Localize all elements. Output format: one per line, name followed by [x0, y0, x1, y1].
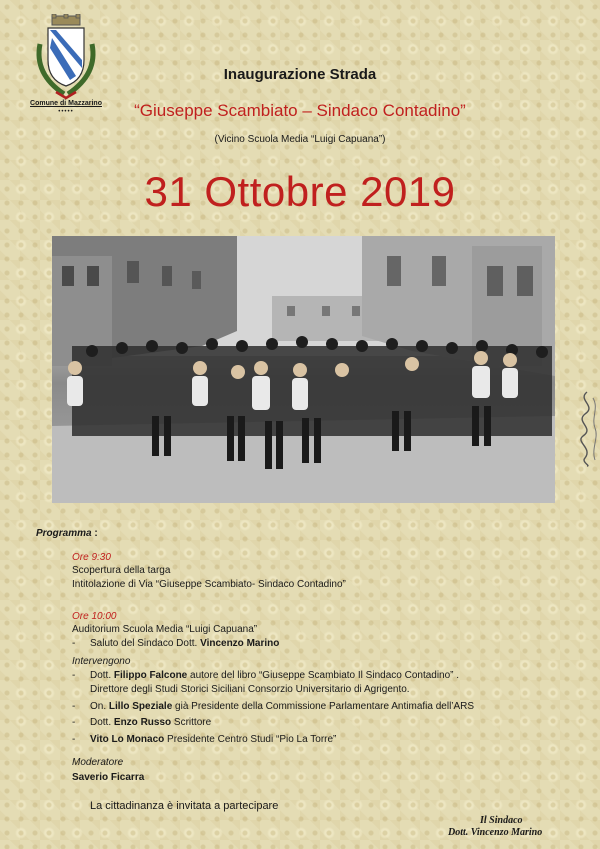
crest-caption: Comune di Mazzarino — [30, 100, 102, 107]
location-note: (Vicino Scuola Media “Luigi Capuana”) — [214, 134, 386, 145]
mayor-greeting — [72, 638, 279, 649]
list-dash: - — [72, 670, 76, 681]
greeting-text: Saluto del Sindaco Dott. — [90, 638, 201, 649]
list-item — [72, 734, 336, 745]
mayor-role: Il Sindaco — [480, 815, 523, 826]
slot1-line2: Intitolazione di Via “Giuseppe Scambiato- Sindaco Contadino” — [72, 579, 346, 590]
speaker-text: già Presidente della Commissione Parlamentare Antimafia dell’ARS — [172, 701, 475, 712]
list-item — [72, 717, 211, 728]
handwritten-signature-icon — [571, 388, 600, 468]
speaker-text: autore del libro “Giuseppe Scambiato Il Sindaco Contadino” . — [187, 670, 460, 681]
mayor-name: Dott. Vincenzo Marino — [448, 827, 543, 838]
speaker-name: Filippo Falcone — [113, 670, 188, 681]
program-heading — [36, 528, 98, 539]
slot2-line1: Auditorium Scuola Media “Luigi Capuana” — [72, 624, 258, 635]
list-dash: - — [72, 638, 76, 649]
speaker-name: Vito Lo Monaco — [90, 734, 165, 745]
greeting-name: Vincenzo Marino — [200, 638, 280, 649]
crest-dots: ••••• — [58, 109, 74, 115]
slot1-line1: Scopertura della targa — [72, 565, 171, 576]
program-heading-colon: : — [94, 528, 98, 539]
street-name: “Giuseppe Scambiato – Sindaco Contadino” — [134, 101, 466, 120]
speaker-name: Enzo Russo — [113, 717, 172, 728]
municipal-coat-of-arms-icon — [30, 14, 102, 114]
speaker-text: Presidente Centro Studi “Pio La Torre” — [164, 734, 337, 745]
speaker-prefix: On. — [90, 701, 109, 712]
list-item — [72, 670, 459, 681]
historic-crowd-photo-icon — [52, 236, 555, 503]
program-heading-label: Programma — [36, 528, 92, 539]
moderator-name: Saverio Ficarra — [72, 772, 145, 783]
slot2-time: Ore 10:00 — [72, 611, 117, 622]
moderator-heading: Moderatore — [72, 757, 124, 768]
list-dash: - — [72, 734, 76, 745]
speakers-heading: Intervengono — [72, 656, 131, 667]
speaker-text: Scrittore — [171, 717, 212, 728]
speaker-prefix: Dott. — [90, 717, 114, 728]
speaker-continuation: Direttore degli Studi Storici Siciliani Consorzio Universitario di Agrigento. — [90, 684, 410, 695]
list-dash: - — [72, 717, 76, 728]
speaker-name: Lillo Speziale — [108, 701, 173, 712]
list-dash: - — [72, 701, 76, 712]
speaker-prefix: Dott. — [90, 670, 114, 681]
invitation-text: La cittadinanza è invitata a partecipare — [90, 800, 279, 812]
event-subtitle: Inaugurazione Strada — [223, 66, 377, 83]
slot1-time: Ore 9:30 — [72, 552, 111, 563]
list-item — [72, 701, 474, 712]
event-date: 31 Ottobre 2019 — [144, 168, 456, 215]
